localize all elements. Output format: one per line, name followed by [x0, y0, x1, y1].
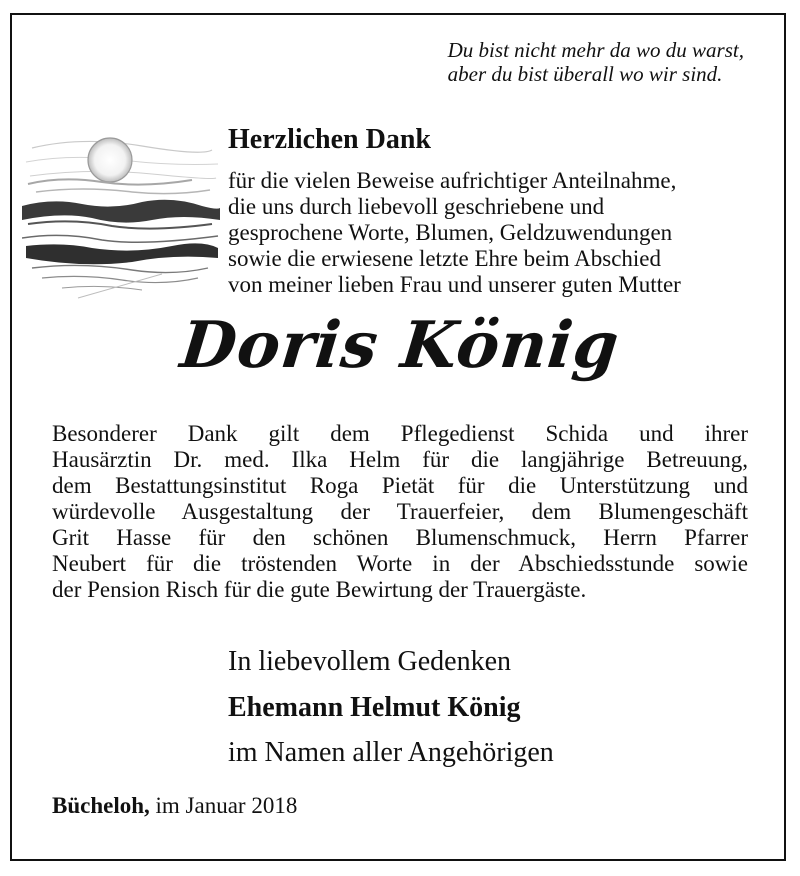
motto-line-1: Du bist nicht mehr da wo du warst,: [447, 38, 744, 62]
place-name: Bücheloh,: [52, 793, 150, 818]
thanks-line: für die vielen Beweise aufrichtiger Anteilnahme,: [228, 168, 677, 193]
special-thanks-line: der Pension Risch für die gute Bewirtung der Trauergäste.: [52, 577, 587, 602]
place-date: [52, 792, 297, 820]
special-thanks-line: Grit Hasse für den schönen Blumenschmuck, Herrn Pfarrer: [52, 525, 748, 550]
deceased-name: Doris König: [177, 308, 624, 383]
thanks-line: gesprochene Worte, Blumen, Geldzuwendungen: [228, 220, 673, 245]
thanks-paragraph: [228, 168, 748, 298]
motto-quote: [448, 38, 744, 86]
family-phrase: im Namen aller Angehörigen: [228, 737, 554, 768]
thanks-line: die uns durch liebevoll geschriebene und: [228, 194, 605, 219]
sunset-sea-illustration: [22, 128, 220, 308]
motto-line-2: aber du bist überall wo wir sind.: [447, 62, 723, 86]
thanks-line: sowie die erwiesene letzte Ehre beim Abschied: [228, 246, 662, 271]
special-thanks-line: Hausärztin Dr. med. Ilka Helm für die langjährige Betreuung,: [52, 447, 748, 472]
date-text: im Januar 2018: [155, 793, 298, 818]
thanks-line: von meiner lieben Frau und unserer guten Mutter: [228, 272, 681, 297]
special-thanks-line: Neubert für die tröstenden Worte in der Abschiedsstunde sowie: [52, 551, 748, 576]
special-thanks-line: würdevolle Ausgestaltung der Trauerfeier, dem Blumengeschäft: [52, 499, 748, 524]
husband-signature: Ehemann Helmut König: [228, 692, 521, 723]
special-thanks-line: Besonderer Dank gilt dem Pflegedienst Schida und ihrer: [52, 421, 748, 446]
special-thanks-paragraph: [52, 421, 748, 603]
thanks-title: Herzlichen Dank: [228, 124, 431, 155]
special-thanks-line: dem Bestattungsinstitut Roga Pietät für die Unterstützung und: [52, 473, 748, 498]
memory-phrase: In liebevollem Gedenken: [228, 646, 512, 677]
